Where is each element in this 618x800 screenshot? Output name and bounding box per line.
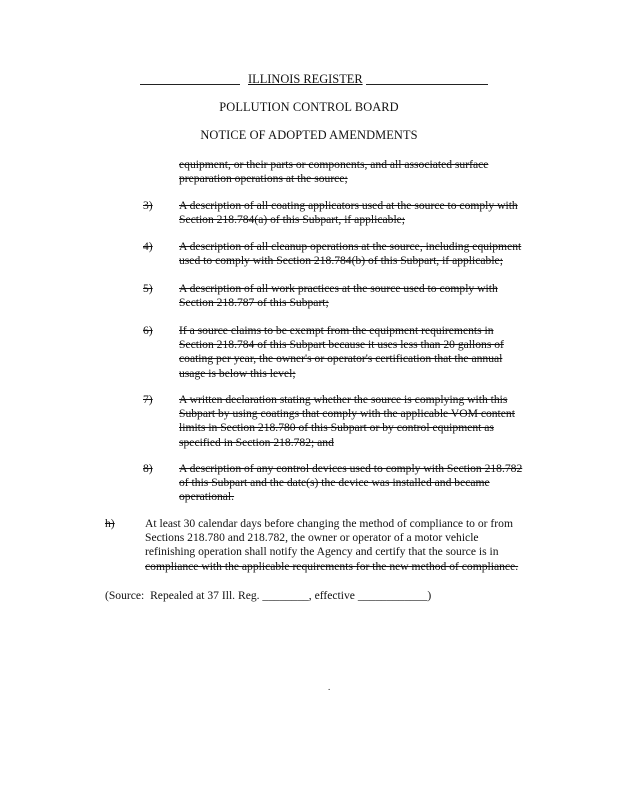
item-line: operational.	[179, 490, 235, 504]
subsection-label: h)	[105, 517, 115, 530]
item-number: 7)	[143, 393, 153, 406]
item-text	[179, 324, 541, 381]
item-text	[179, 462, 541, 505]
subsection-line: At least 30 calendar days before changing the method of compliance to or from	[145, 517, 513, 530]
item-line: Section 218.784(a) of this Subpart, if applicable;	[179, 213, 406, 227]
item-line: used to comply with Section 218.784(b) of this Subpart, if applicable;	[179, 254, 503, 268]
source-note: (Source: Repealed at 37 Ill. Reg. ________, effective ____________)	[105, 589, 432, 602]
item-line: A description of any control devices used to comply with Section 218.782	[179, 462, 523, 475]
continuation-text	[179, 158, 541, 186]
item-text	[179, 199, 541, 227]
item-line: Section 218.787 of this Subpart;	[179, 296, 329, 310]
subsection-line: Sections 218.780 and 218.782, the owner or operator of a motor vehicle	[145, 531, 479, 545]
subsection-line: compliance with the applicable requirements for the new method of compliance.	[145, 559, 519, 573]
notice-title: NOTICE OF ADOPTED AMENDMENTS	[200, 128, 418, 142]
item-line: If a source claims to be exempt from the equipment requirements in	[179, 324, 494, 337]
item-line: of this Subpart and the date(s) the device was installed and became	[179, 476, 490, 490]
item-text	[179, 393, 541, 450]
continuation-line: equipment, or their parts or components, and all associated surface	[179, 158, 489, 171]
continuation-line: preparation operations at the source;	[179, 172, 348, 186]
subsection-line: refinishing operation shall notify the Agency and certify that the source is in	[145, 545, 499, 559]
item-line: A written declaration stating whether the source is complying with this	[179, 393, 508, 406]
item-number: 8)	[143, 462, 153, 475]
item-line: A description of all cleanup operations at the source, including equipment	[179, 240, 522, 253]
item-line: Subpart by using coatings that comply with the applicable VOM content	[179, 407, 515, 421]
item-line: A description of all work practices at the source used to comply with	[179, 282, 498, 295]
subsection-text	[145, 517, 545, 574]
item-number: 3)	[143, 199, 153, 212]
item-number: 5)	[143, 282, 153, 295]
item-line: A description of all coating applicators used at the source to comply with	[179, 199, 518, 212]
header-rule-right	[366, 84, 488, 85]
register-title: ILLINOIS REGISTER	[248, 72, 363, 86]
item-text	[179, 240, 541, 268]
board-title: POLLUTION CONTROL BOARD	[219, 100, 399, 114]
item-line: limits in Section 218.780 of this Subpart or by control equipment as	[179, 421, 494, 435]
item-text	[179, 282, 541, 310]
item-line: usage is below this level;	[179, 366, 296, 380]
item-line: specified in Section 218.782; and	[179, 435, 334, 449]
footer-mark: .	[328, 682, 331, 692]
item-number: 4)	[143, 240, 153, 253]
item-line: coating per year, the owner's or operator's certification that the annual	[179, 352, 503, 366]
item-line: Section 218.784 of this Subpart because it uses less than 20 gallons of	[179, 338, 504, 352]
header-rule-left	[140, 84, 240, 85]
item-number: 6)	[143, 324, 153, 337]
